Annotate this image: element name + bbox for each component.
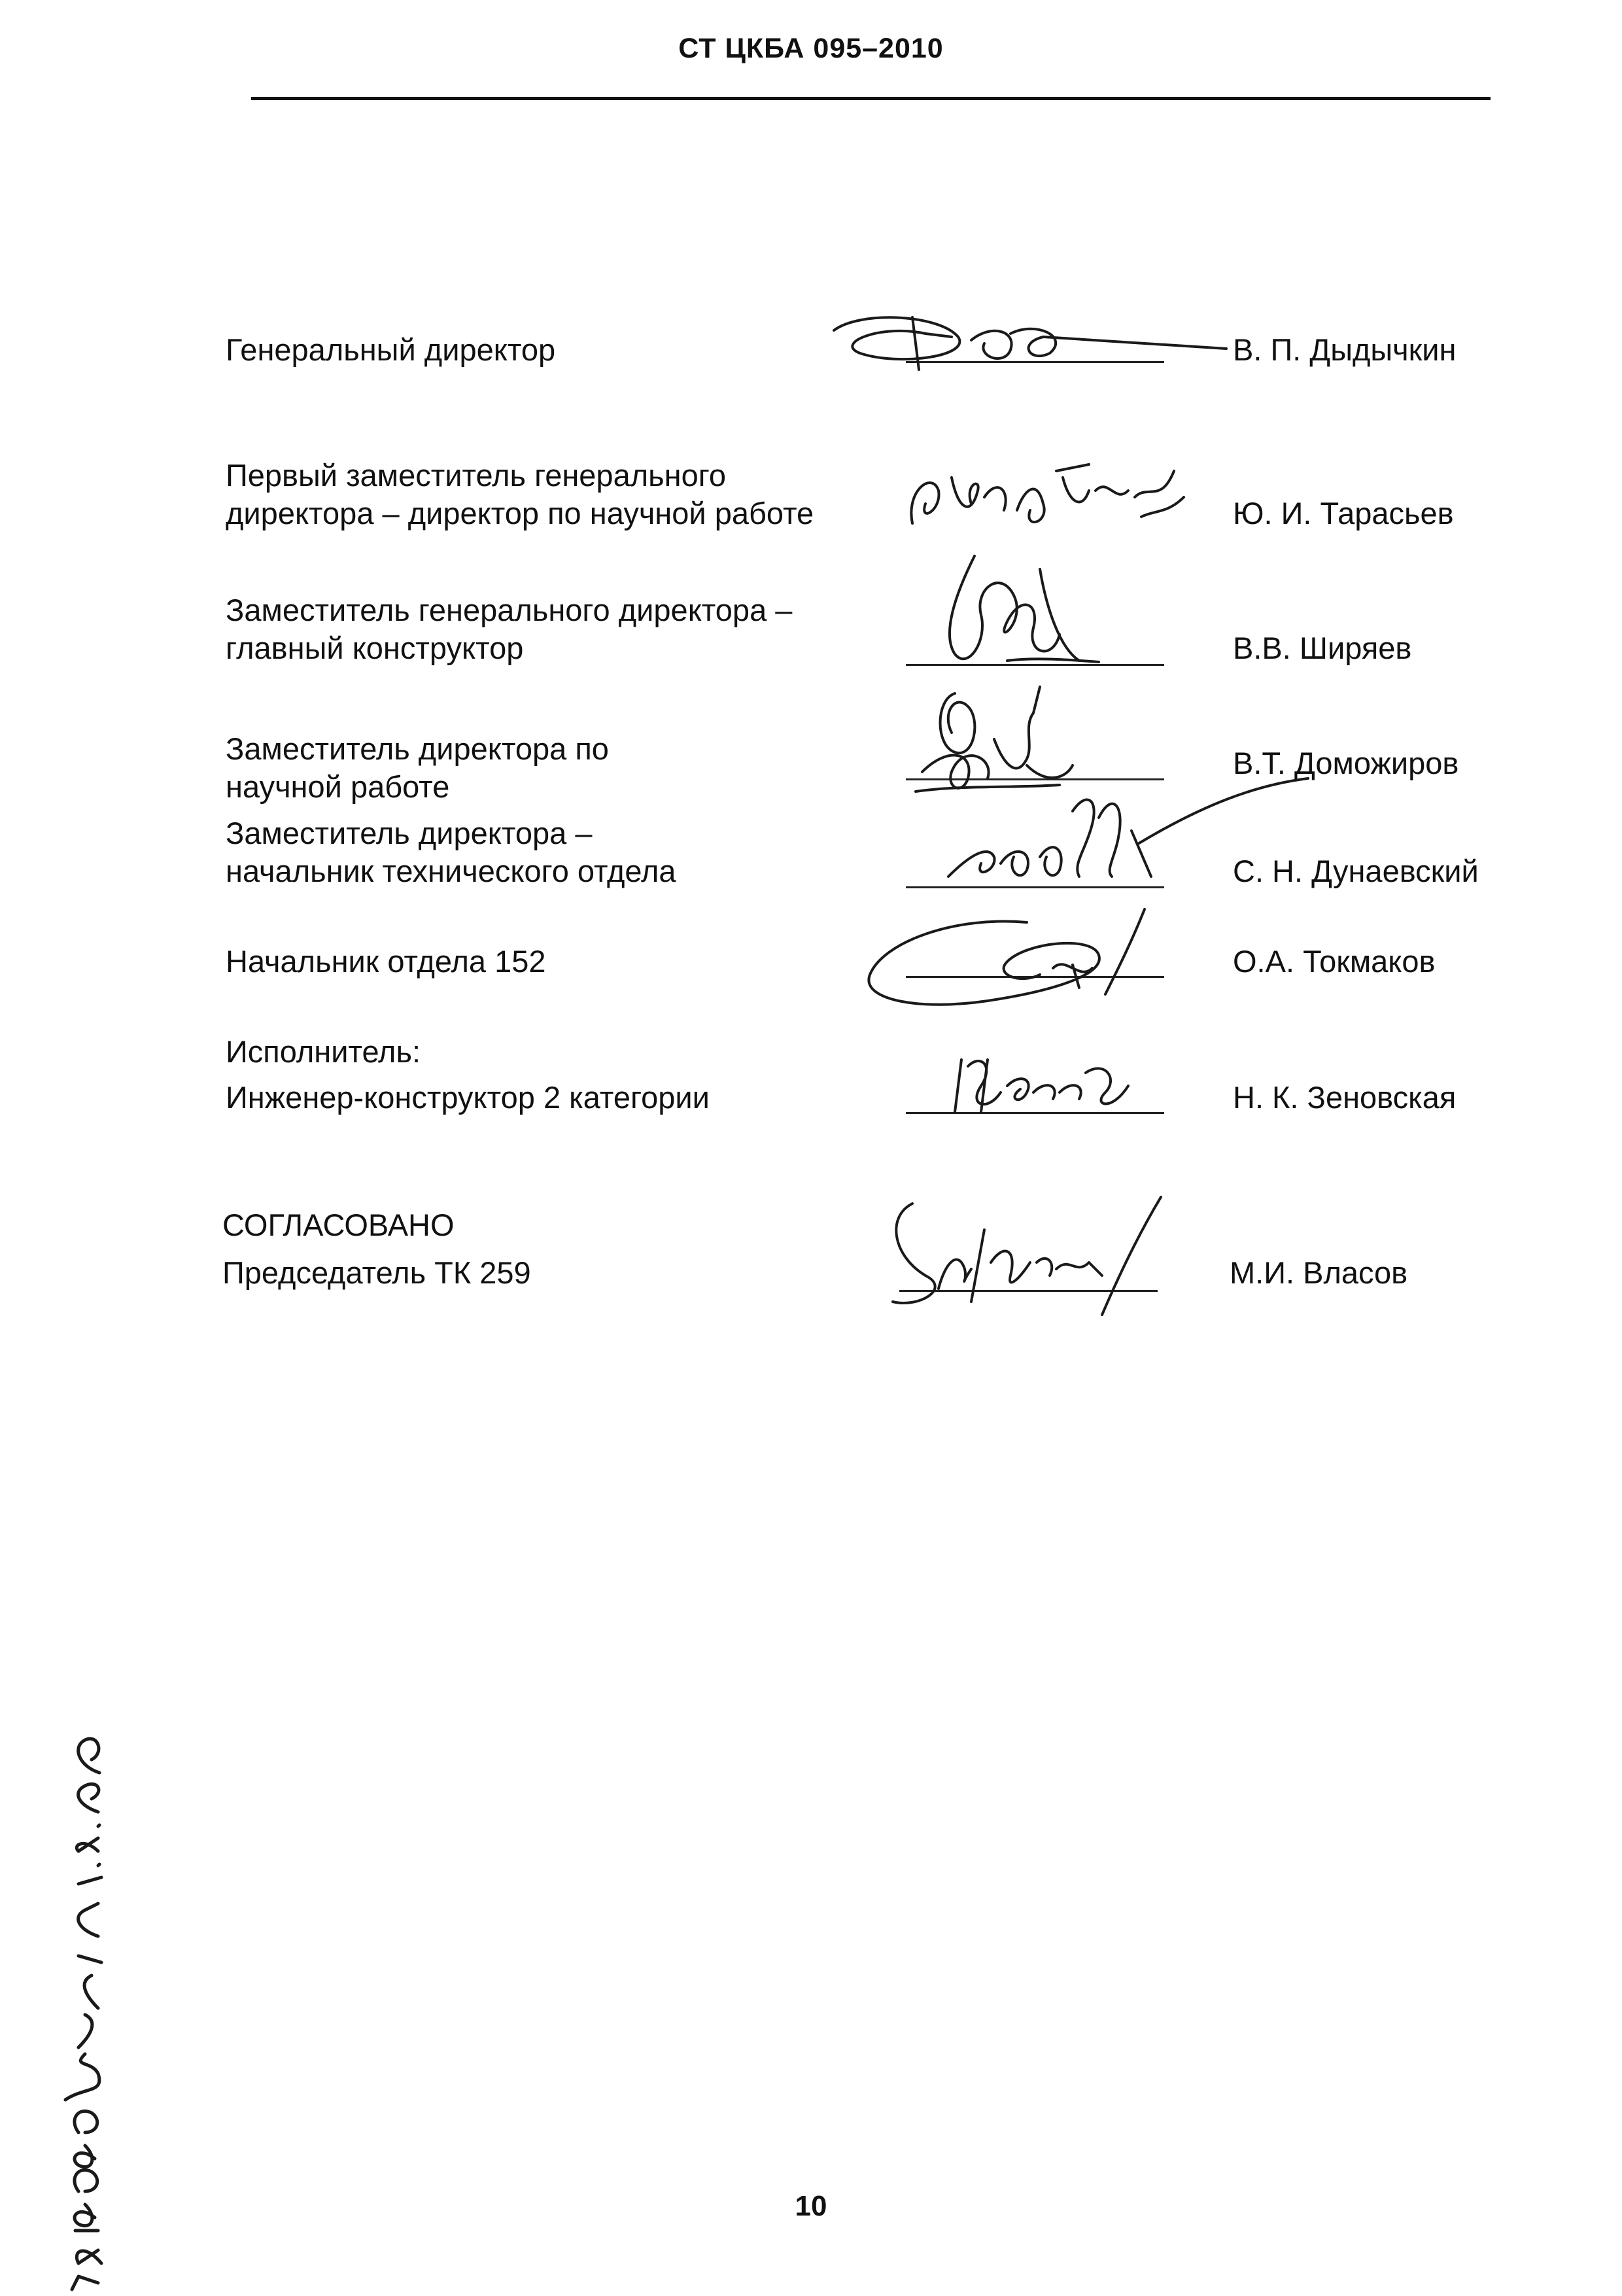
position-line: директора – директор по научной работе [226, 496, 814, 531]
document-code-header: СТ ЦКБА 095–2010 [678, 33, 944, 64]
approval-position: Председатель ТК 259 [222, 1255, 531, 1290]
header-rule [251, 97, 1491, 100]
signature-tarasyev [893, 451, 1194, 543]
signature-dydychkin [821, 304, 1239, 376]
signature-shiryaev [929, 543, 1125, 674]
signatory-name: В.Т. Доможиров [1233, 746, 1459, 780]
position-line: Инженер-конструктор 2 категории [226, 1080, 710, 1115]
signatory-name: В. П. Дыдычкин [1233, 332, 1457, 367]
position-line: Начальник отдела 152 [226, 944, 546, 979]
approval-label: СОГЛАСОВАНО [222, 1208, 455, 1242]
signatory-name: В.В. Ширяев [1233, 631, 1412, 665]
signature-zenovskaya [948, 1047, 1145, 1119]
signatory-name: Ю. И. Тарасьев [1233, 496, 1454, 531]
signature-tokmakov [857, 903, 1164, 1020]
position-line: научной работе [226, 769, 450, 804]
position-line: начальник технического отдела [226, 854, 676, 888]
position-line: Первый заместитель генерального [226, 458, 726, 493]
page-number: 10 [795, 2190, 827, 2222]
position-line: Заместитель директора по [226, 731, 609, 766]
position-line: Заместитель генерального директора – [226, 593, 793, 627]
signature-vlasov [880, 1191, 1181, 1321]
signatory-name: О.А. Токмаков [1233, 944, 1436, 979]
position-line: Исполнитель: [226, 1034, 421, 1069]
signatory-name: С. Н. Дунаевский [1233, 854, 1479, 888]
position-line: Генеральный директор [226, 332, 556, 367]
signatory-name: М.И. Власов [1230, 1255, 1408, 1290]
signatory-name: Н. К. Зеновская [1233, 1080, 1457, 1115]
position-line: Заместитель директора – [226, 816, 593, 850]
position-line: главный конструктор [226, 631, 524, 665]
